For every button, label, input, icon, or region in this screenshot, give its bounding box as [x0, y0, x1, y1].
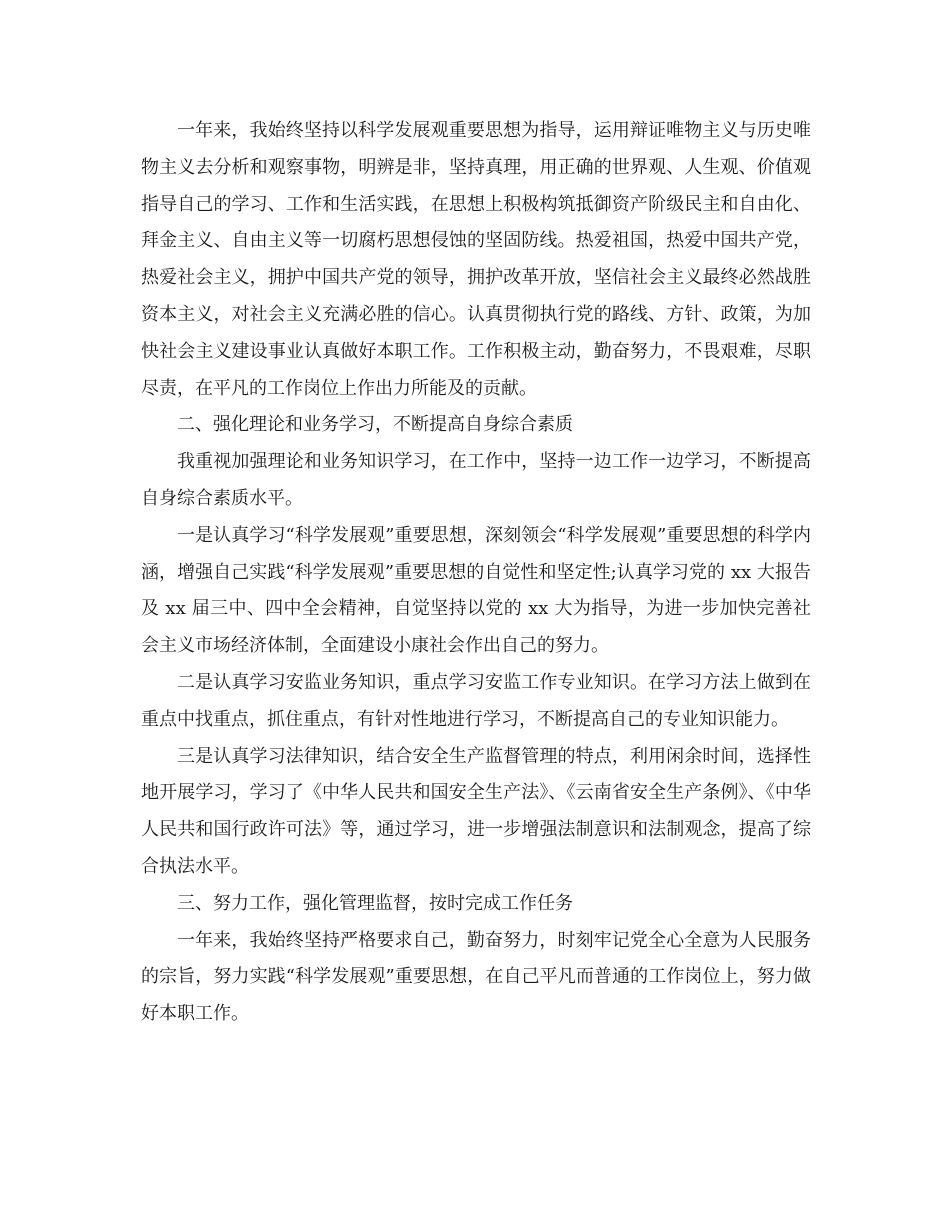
paragraph-study-overview: 我重视加强理论和业务知识学习，在工作中，坚持一边工作一边学习，不断提高自身综合素质水平。: [141, 451, 811, 509]
paragraph-study-point-3: 三是认真学习法律知识，结合安全生产监督管理的特点，利用闲余时间，选择性地开展学习，学习了《中华人民共和国安全生产法》、《云南省安全生产条例》、《中华人民共和国行政许可法》等，通过学习，进一步增强法制意识和法制观念，提高了综合执法水平。: [141, 745, 811, 877]
paragraph-study-point-1: 一是认真学习“科学发展观”重要思想，深刻领会“科学发展观”重要思想的科学内涵，增强自己实践“科学发展观”重要思想的自觉性和坚定性;认真学习党的 xx 大报告及 xx 届三中、四中全会精神，自觉坚持以党的 xx 大为指导，为进一步加快完善社会主义市场经济体制，全面建设小康社会作出自己的努力。: [141, 524, 811, 657]
section-heading-2: 二、强化理论和业务学习，不断提高自身综合素质: [177, 414, 573, 436]
document-body: [141, 113, 811, 1033]
paragraph-work: 一年来，我始终坚持严格要求自己，勤奋努力，时刻牢记党全心全意为人民服务的宗旨，努力实践“科学发展观”重要思想，在自己平凡而普通的工作岗位上，努力做好本职工作。: [141, 929, 811, 1025]
paragraph-intro: 一年来，我始终坚持以科学发展观重要思想为指导，运用辩证唯物主义与历史唯物主义去分析和观察事物，明辨是非，坚持真理，用正确的世界观、人生观、价值观指导自己的学习、工作和生活实践，在思想上积极构筑抵御资产阶级民主和自由化、拜金主义、自由主义等一切腐朽思想侵蚀的坚固防线。热爱祖国，热爱中国共产党，热爱社会主义，拥护中国共产党的领导，拥护改革开放，坚信社会主义最终必然战胜资本主义，对社会主义充满必胜的信心。认真贯彻执行党的路线、方针、政策，为加快社会主义建设事业认真做好本职工作。工作积极主动，勤奋努力，不畏艰难，尽职尽责，在平凡的工作岗位上作出力所能及的贡献。: [141, 120, 811, 399]
paragraph-study-point-2: 二是认真学习安监业务知识，重点学习安监工作专业知识。在学习方法上做到在重点中找重点，抓住重点，有针对性地进行学习，不断提高自己的专业知识能力。: [141, 671, 811, 730]
section-heading-3: 三、努力工作，强化管理监督，按时完成工作任务: [177, 892, 573, 914]
